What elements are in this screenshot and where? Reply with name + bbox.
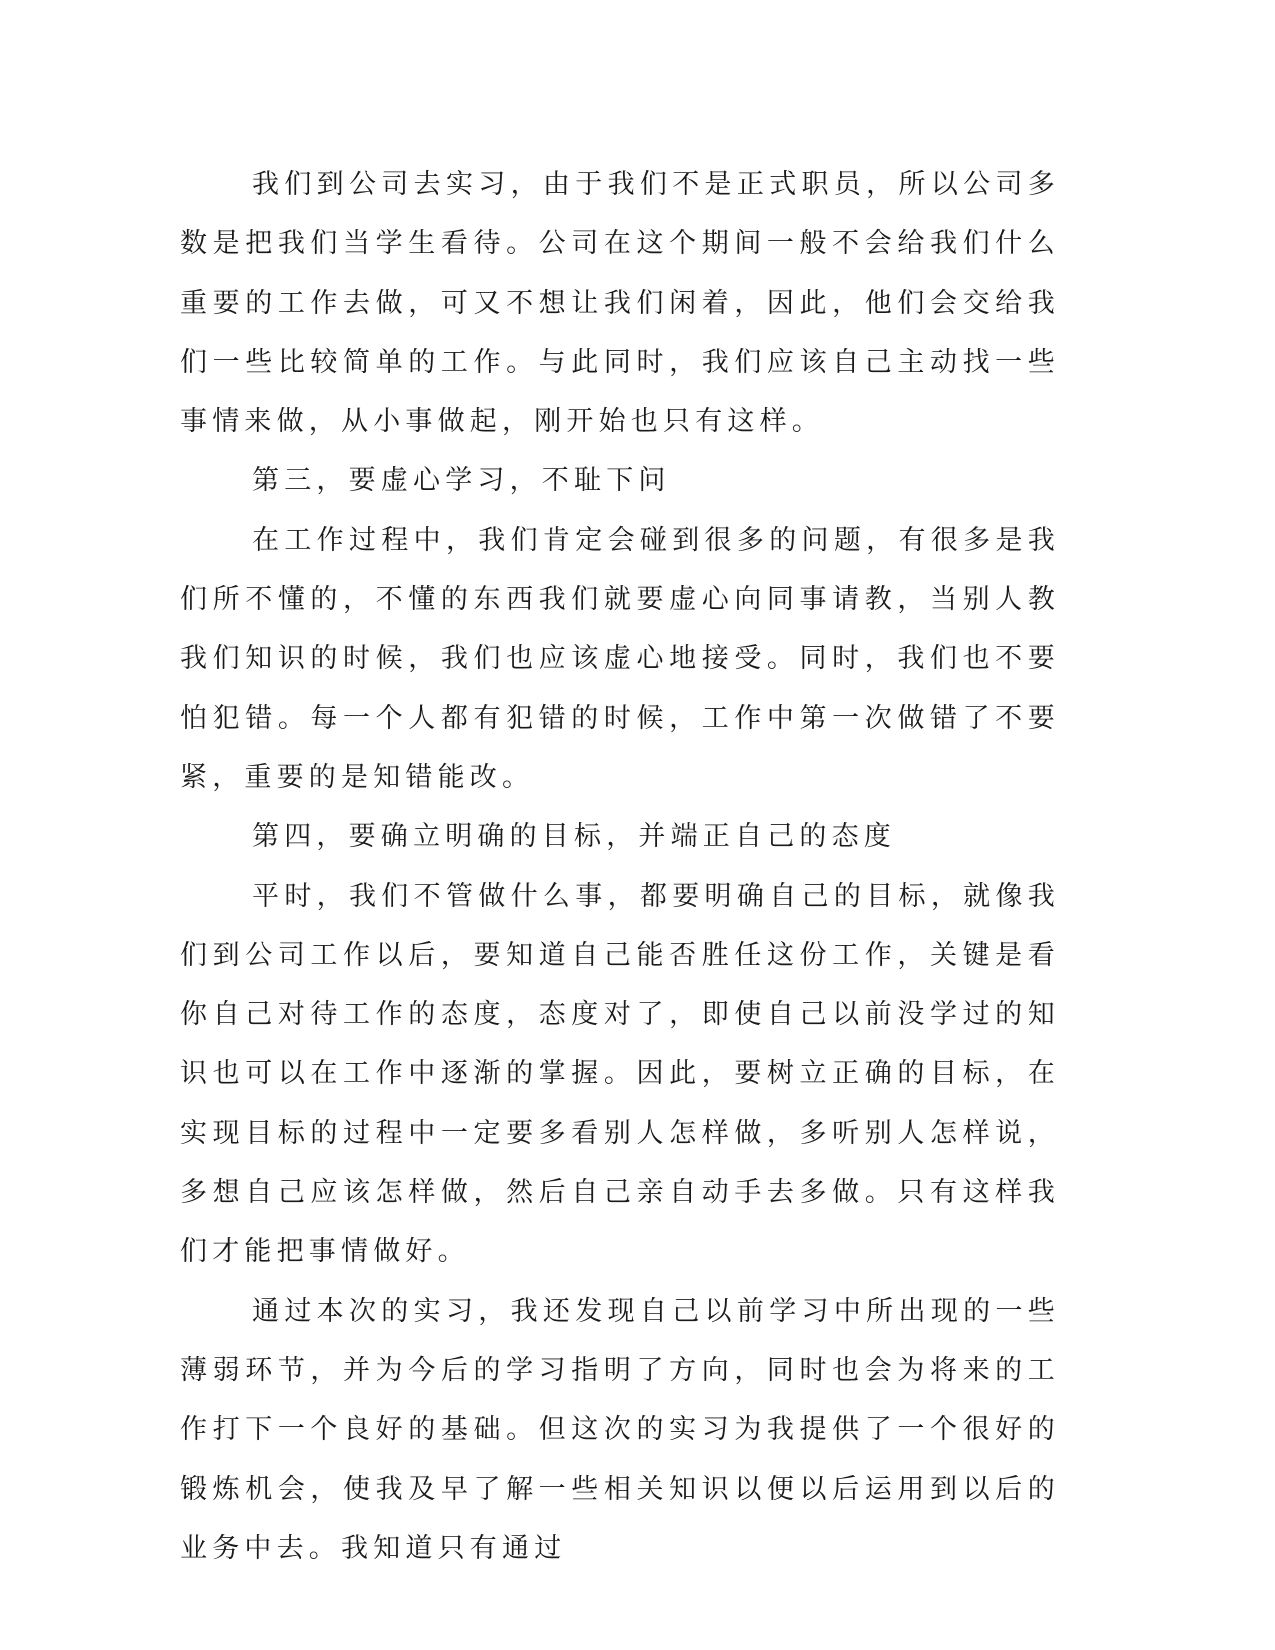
- paragraph-internship-intro: 我们到公司去实习，由于我们不是正式职员，所以公司多数是把我们当学生看待。公司在这个期间一般不会给我们什么重要的工作去做，可又不想让我们闲着，因此，他们会交给我们一些比较简单的工作。与此同时，我们应该自己主动找一些事情来做，从小事做起，刚开始也只有这样。: [180, 169, 1060, 438]
- paragraph-clear-goals: 平时，我们不管做什么事，都要明确自己的目标，就像我们到公司工作以后，要知道自己能否胜任这份工作，关键是看你自己对待工作的态度，态度对了，即使自己以前没学过的知识也可以在工作中逐渐的掌握。因此，要树立正确的目标，在实现目标的过程中一定要多看别人怎样做，多听别人怎样说，多想自己应该怎样做，然后自己亲自动手去多做。只有这样我们才能把事情做好。: [180, 880, 1060, 1268]
- document-body: [180, 155, 1060, 1578]
- paragraph-internship-reflection: 通过本次的实习，我还发现自己以前学习中所出现的一些薄弱环节，并为今后的学习指明了方向，同时也会为将来的工作打下一个良好的基础。但这次的实习为我提供了一个很好的锻炼机会，使我及早了解一些相关知识以便以后运用到以后的业务中去。我知道只有通过: [180, 1295, 1060, 1564]
- paragraph-humble-learning: 在工作过程中，我们肯定会碰到很多的问题，有很多是我们所不懂的，不懂的东西我们就要虚心向同事请教，当别人教我们知识的时候，我们也应该虚心地接受。同时，我们也不要怕犯错。每一个人都有犯错的时候，工作中第一次做错了不要紧，重要的是知错能改。: [180, 524, 1060, 793]
- heading-point-three: 第三，要虚心学习，不耻下问: [252, 465, 671, 497]
- heading-point-four: 第四，要确立明确的目标，并端正自己的态度: [252, 821, 896, 853]
